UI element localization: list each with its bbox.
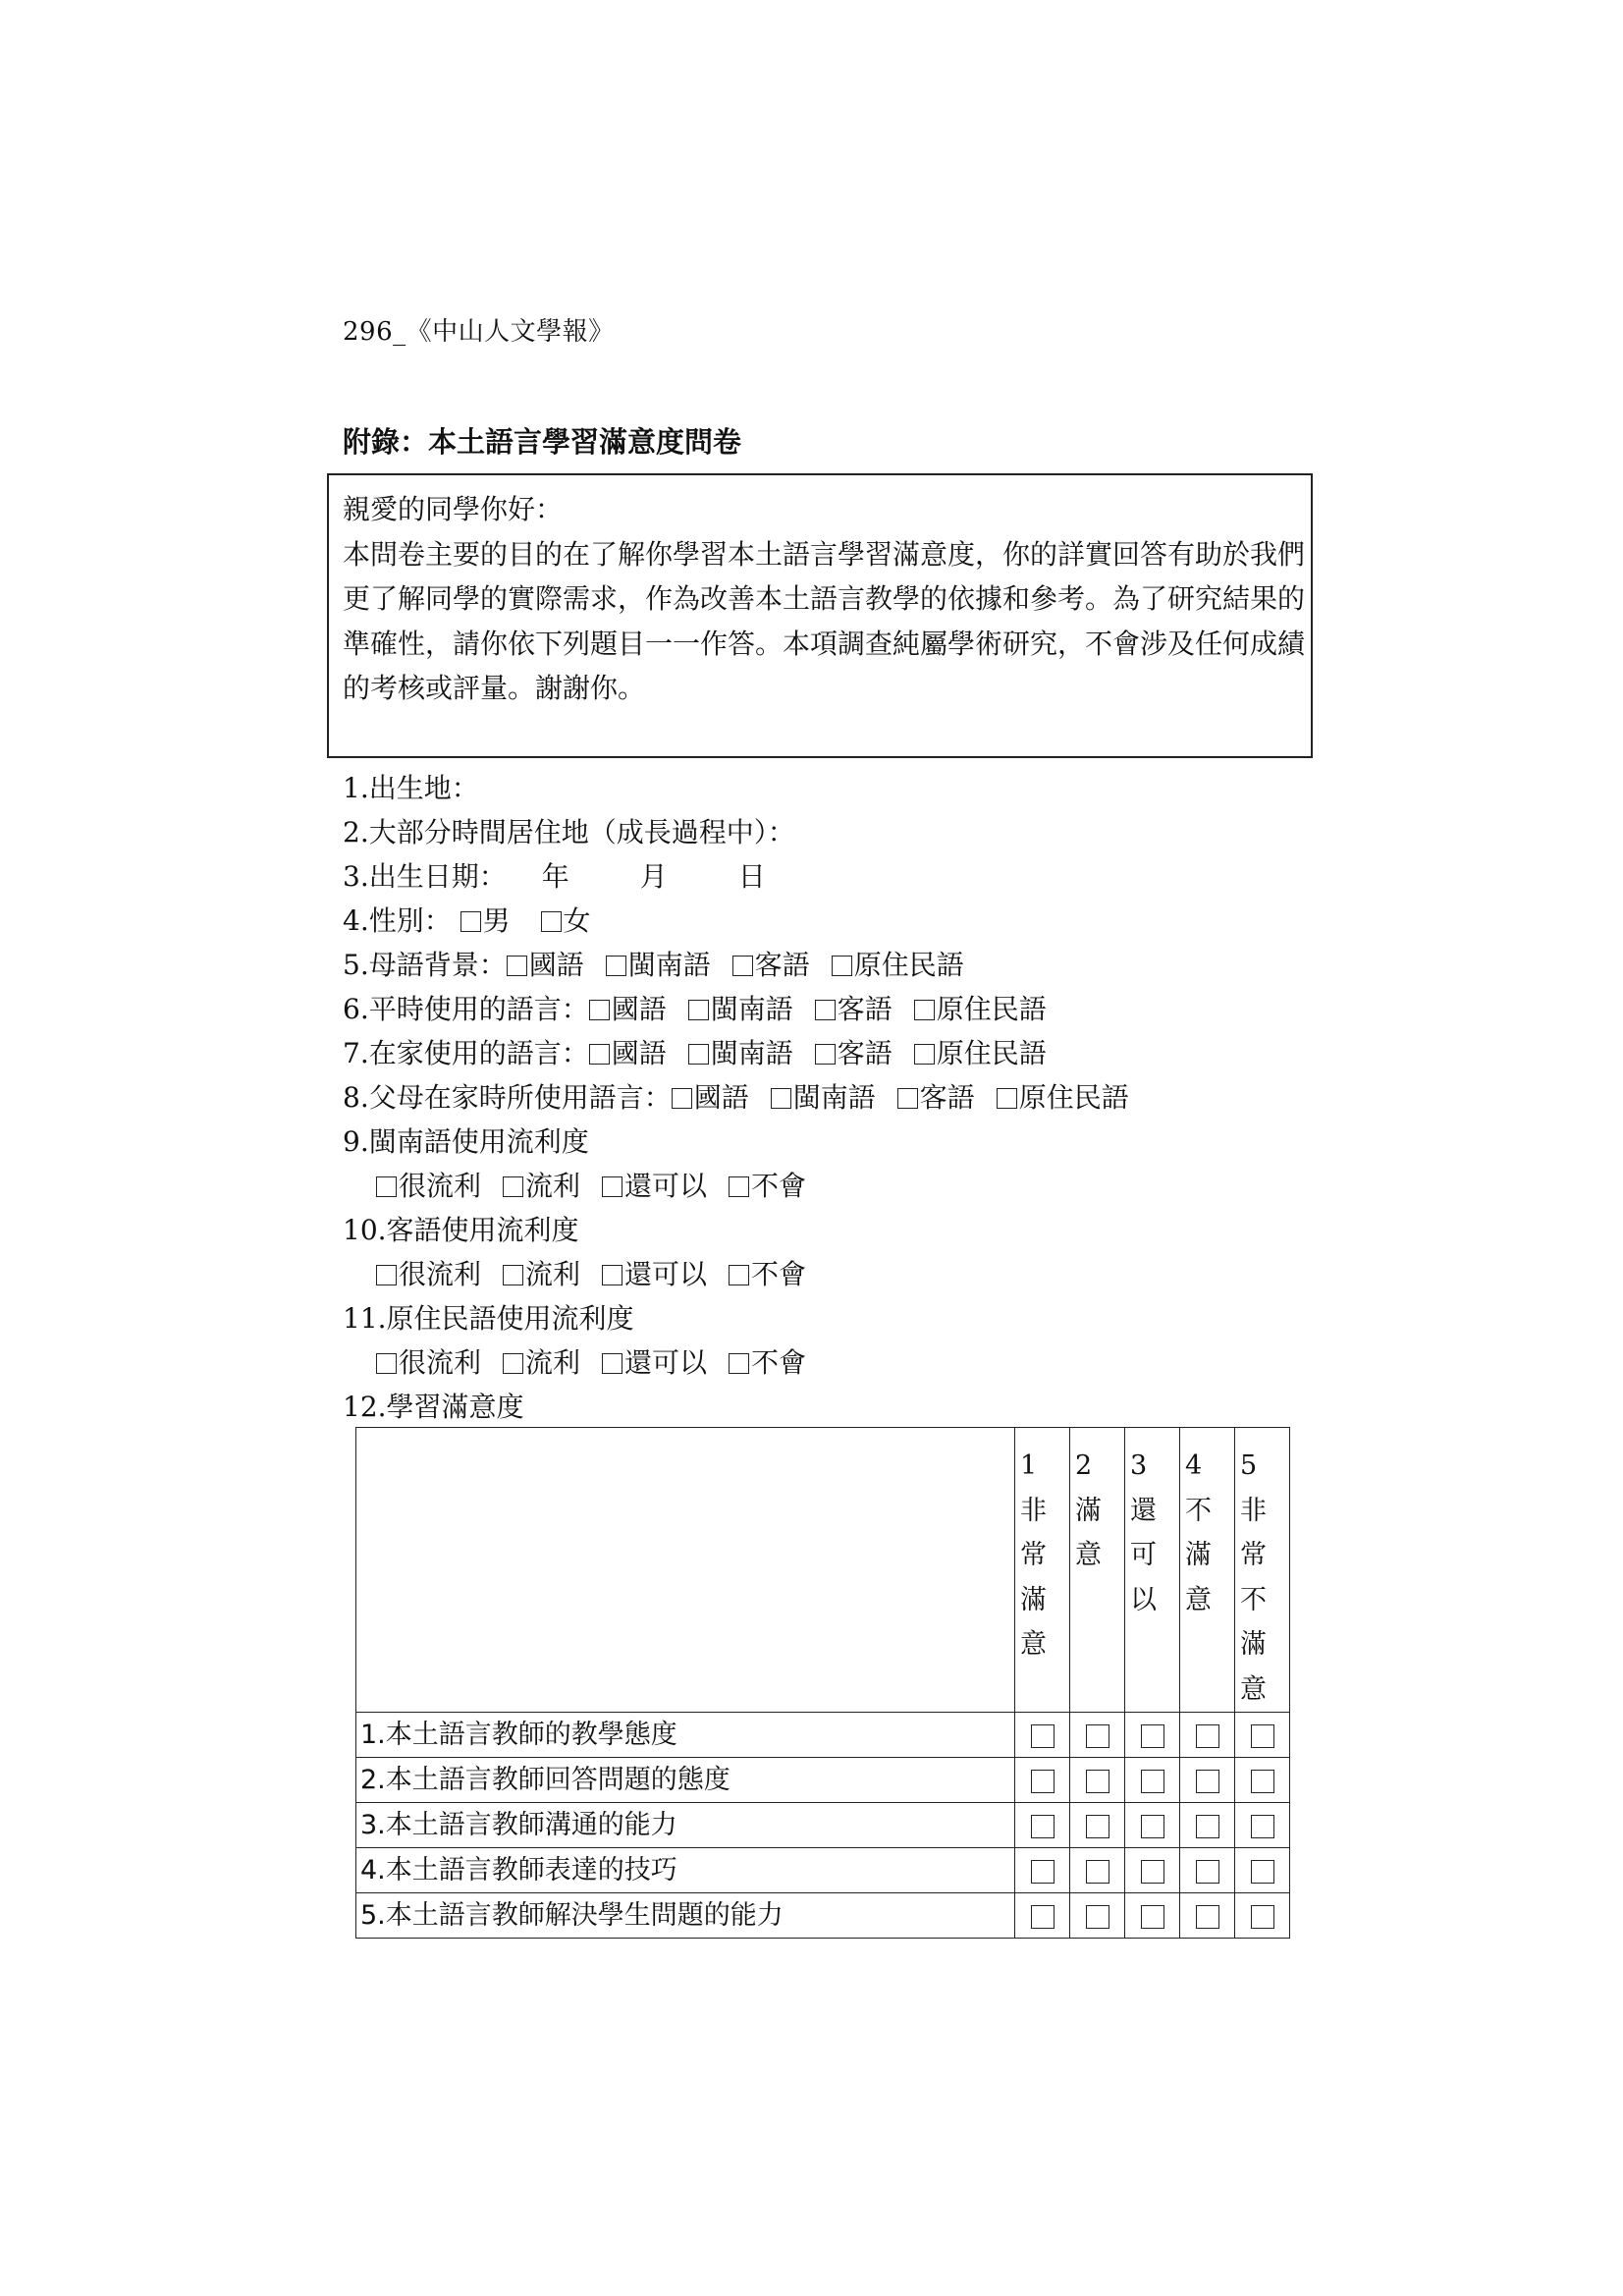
checkbox[interactable] (541, 911, 562, 932)
intro-line-1: 本問卷主要的目的在了解你學習本土語言學習滿意度，你的詳實回答有助於我們 (343, 537, 1306, 571)
checkbox[interactable] (1086, 1724, 1109, 1748)
checkbox[interactable] (1196, 1815, 1219, 1838)
checkbox[interactable] (1141, 1724, 1164, 1748)
parents-language-label: 8.父母在家時所使用語言： (343, 1081, 672, 1114)
rating-cell (1070, 1713, 1125, 1758)
indigenous-fluency-very-fluent[interactable]: 很流利 (376, 1340, 481, 1385)
birthdate-year: 年 (541, 860, 569, 893)
rating-cell (1180, 1713, 1235, 1758)
daily-language-option-minnan[interactable]: 閩南語 (688, 987, 793, 1031)
home-language-option-hakka[interactable]: 客語 (815, 1031, 893, 1075)
intro-line-2: 更了解同學的實際需求，作為改善本土語言教學的依據和參考。為了研究結果的 (343, 582, 1306, 615)
checkbox[interactable] (460, 911, 481, 932)
table-row (356, 1803, 1290, 1848)
rating-cell (1070, 1758, 1125, 1803)
birthdate-day: 日 (737, 860, 766, 893)
table-row (356, 1758, 1290, 1803)
question-mother-tongue (343, 943, 1151, 987)
question-minnan-fluency: 9.閩南語使用流利度 (343, 1125, 589, 1158)
satisfaction-header-row (356, 1428, 1290, 1713)
daily-language-label: 6.平時使用的語言： (343, 993, 589, 1025)
checkbox[interactable] (1086, 1905, 1109, 1929)
minnan-fluency-options (343, 1164, 1151, 1208)
rating-cell (1070, 1893, 1125, 1939)
checkbox[interactable] (1086, 1860, 1109, 1884)
intro-box (327, 473, 1313, 758)
checkbox[interactable] (503, 1353, 523, 1374)
rating-cell (1235, 1713, 1290, 1758)
daily-language-option-hakka[interactable]: 客語 (815, 987, 893, 1031)
rating-cell (1125, 1713, 1180, 1758)
checkbox[interactable] (771, 1088, 791, 1109)
header-blank-cell (356, 1428, 1015, 1713)
rating-cell (1015, 1803, 1070, 1848)
page-header: 296_《中山人文學報》 (343, 317, 615, 347)
parents-language-option-minnan[interactable]: 閩南語 (771, 1075, 876, 1120)
rating-cell (1125, 1848, 1180, 1893)
scale-column-2: 2 滿 意 (1070, 1428, 1125, 1713)
rating-cell (1015, 1848, 1070, 1893)
rating-cell (1235, 1758, 1290, 1803)
question-parents-language (343, 1075, 1151, 1120)
checkbox[interactable] (1141, 1905, 1164, 1929)
checkbox[interactable] (729, 1265, 749, 1285)
question-hakka-fluency: 10.客語使用流利度 (343, 1214, 579, 1246)
checkbox[interactable] (688, 1044, 709, 1065)
daily-language-option-mandarin[interactable]: 國語 (589, 987, 667, 1031)
checkbox[interactable] (1196, 1770, 1219, 1793)
checkbox[interactable] (1251, 1815, 1274, 1838)
checkbox[interactable] (602, 1353, 622, 1374)
checkbox[interactable] (503, 1265, 523, 1285)
row-label: 4.本土語言教師表達的技巧 (356, 1848, 1015, 1893)
row-label: 1.本土語言教師的教學態度 (356, 1713, 1015, 1758)
minnan-fluency-none[interactable]: 不會 (729, 1164, 806, 1208)
rating-cell (1015, 1713, 1070, 1758)
checkbox[interactable] (1031, 1770, 1055, 1793)
checkbox[interactable] (602, 1176, 622, 1197)
checkbox[interactable] (589, 1000, 610, 1020)
checkbox[interactable] (606, 956, 626, 976)
gender-option-female[interactable]: 女 (541, 899, 591, 943)
rating-cell (1180, 1893, 1235, 1939)
indigenous-fluency-fluent[interactable]: 流利 (503, 1340, 580, 1385)
checkbox[interactable] (1086, 1815, 1109, 1838)
checkbox[interactable] (672, 1088, 692, 1109)
indigenous-fluency-options (343, 1340, 1151, 1385)
minnan-fluency-okay[interactable]: 還可以 (602, 1164, 707, 1208)
rating-cell (1235, 1848, 1290, 1893)
question-daily-language (343, 987, 1151, 1031)
checkbox[interactable] (1031, 1860, 1055, 1884)
row-label: 5.本土語言教師解決學生問題的能力 (356, 1893, 1015, 1939)
gender-label: 4.性別： (343, 904, 452, 937)
daily-language-option-indigenous[interactable]: 原住民語 (914, 987, 1047, 1031)
rating-cell (1125, 1893, 1180, 1939)
checkbox[interactable] (1251, 1724, 1274, 1748)
checkbox[interactable] (376, 1265, 397, 1285)
checkbox[interactable] (1031, 1905, 1055, 1929)
checkbox[interactable] (503, 1176, 523, 1197)
table-row (356, 1848, 1290, 1893)
rating-cell (1125, 1758, 1180, 1803)
checkbox[interactable] (997, 1088, 1017, 1109)
hakka-fluency-fluent[interactable]: 流利 (503, 1252, 580, 1296)
question-home-language (343, 1031, 1151, 1075)
checkbox[interactable] (376, 1353, 397, 1374)
parents-language-option-mandarin[interactable]: 國語 (672, 1075, 749, 1120)
minnan-fluency-fluent[interactable]: 流利 (503, 1164, 580, 1208)
checkbox[interactable] (1141, 1770, 1164, 1793)
checkbox[interactable] (729, 1353, 749, 1374)
checkbox[interactable] (1141, 1860, 1164, 1884)
row-label: 3.本土語言教師溝通的能力 (356, 1803, 1015, 1848)
checkbox[interactable] (1251, 1770, 1274, 1793)
checkbox[interactable] (815, 1000, 836, 1020)
intro-greeting: 親愛的同學你好： (343, 493, 564, 525)
checkbox[interactable] (914, 1000, 935, 1020)
rating-cell (1180, 1848, 1235, 1893)
question-satisfaction: 12.學習滿意度 (343, 1391, 524, 1423)
minnan-fluency-very-fluent[interactable]: 很流利 (376, 1164, 481, 1208)
checkbox[interactable] (688, 1000, 709, 1020)
rating-cell (1235, 1893, 1290, 1939)
parents-language-option-hakka[interactable]: 客語 (897, 1075, 975, 1120)
home-language-label: 7.在家使用的語言： (343, 1037, 589, 1069)
intro-line-3: 準確性，請你依下列題目一一作答。本項調查純屬學術研究，不會涉及任何成績 (343, 627, 1306, 660)
birthdate-label: 3.出生日期： (343, 860, 507, 893)
home-language-option-indigenous[interactable]: 原住民語 (914, 1031, 1047, 1075)
rating-cell (1070, 1848, 1125, 1893)
rating-cell (1180, 1803, 1235, 1848)
rating-cell (1235, 1803, 1290, 1848)
checkbox[interactable] (507, 956, 527, 976)
checkbox[interactable] (914, 1044, 935, 1065)
question-gender (343, 899, 1151, 943)
rating-cell (1180, 1758, 1235, 1803)
question-indigenous-fluency: 11.原住民語使用流利度 (343, 1302, 634, 1335)
satisfaction-table (355, 1427, 1290, 1939)
checkbox[interactable] (1251, 1860, 1274, 1884)
hakka-fluency-options (343, 1252, 1151, 1296)
checkbox[interactable] (897, 1088, 918, 1109)
intro-line-4: 的考核或評量。謝謝你。 (343, 672, 646, 704)
gender-option-male[interactable]: 男 (460, 899, 511, 943)
scale-column-5: 5 非 常 不 滿 意 (1235, 1428, 1290, 1713)
mother-tongue-label: 5.母語背景： (343, 949, 507, 981)
checkbox[interactable] (589, 1044, 610, 1065)
checkbox[interactable] (1196, 1905, 1219, 1929)
checkbox[interactable] (1251, 1905, 1274, 1929)
rating-cell (1125, 1803, 1180, 1848)
checkbox[interactable] (732, 956, 753, 976)
hakka-fluency-very-fluent[interactable]: 很流利 (376, 1252, 481, 1296)
parents-language-option-indigenous[interactable]: 原住民語 (997, 1075, 1129, 1120)
rating-cell (1070, 1803, 1125, 1848)
checkbox[interactable] (1196, 1724, 1219, 1748)
checkbox[interactable] (376, 1176, 397, 1197)
checkbox[interactable] (1031, 1815, 1055, 1838)
checkbox[interactable] (729, 1176, 749, 1197)
checkbox[interactable] (1196, 1860, 1219, 1884)
question-residence: 2.大部分時間居住地（成長過程中）： (343, 816, 795, 848)
indigenous-fluency-okay[interactable]: 還可以 (602, 1340, 707, 1385)
home-language-option-minnan[interactable]: 閩南語 (688, 1031, 793, 1075)
mother-tongue-option-hakka[interactable]: 客語 (732, 943, 810, 987)
rating-cell (1015, 1893, 1070, 1939)
scale-column-4: 4 不 滿 意 (1180, 1428, 1235, 1713)
checkbox[interactable] (815, 1044, 836, 1065)
question-list (343, 766, 1151, 1429)
scale-column-3: 3 還 可 以 (1125, 1428, 1180, 1713)
checkbox[interactable] (1141, 1815, 1164, 1838)
indigenous-fluency-none[interactable]: 不會 (729, 1340, 806, 1385)
hakka-fluency-none[interactable]: 不會 (729, 1252, 806, 1296)
checkbox[interactable] (602, 1265, 622, 1285)
mother-tongue-option-indigenous[interactable]: 原住民語 (832, 943, 964, 987)
checkbox[interactable] (1086, 1770, 1109, 1793)
rating-cell (1015, 1758, 1070, 1803)
birthdate-month: 月 (639, 860, 668, 893)
question-birthplace: 1.出生地： (343, 772, 479, 804)
checkbox[interactable] (832, 956, 852, 976)
table-row (356, 1893, 1290, 1939)
checkbox[interactable] (1031, 1724, 1055, 1748)
appendix-title: 附錄：本土語言學習滿意度問卷 (343, 425, 742, 459)
row-label: 2.本土語言教師回答問題的態度 (356, 1758, 1015, 1803)
scale-column-1: 1 非 常 滿 意 (1015, 1428, 1070, 1713)
table-row (356, 1713, 1290, 1758)
hakka-fluency-okay[interactable]: 還可以 (602, 1252, 707, 1296)
mother-tongue-option-mandarin[interactable]: 國語 (507, 943, 584, 987)
mother-tongue-option-minnan[interactable]: 閩南語 (606, 943, 711, 987)
question-birthdate (343, 854, 1151, 899)
home-language-option-mandarin[interactable]: 國語 (589, 1031, 667, 1075)
